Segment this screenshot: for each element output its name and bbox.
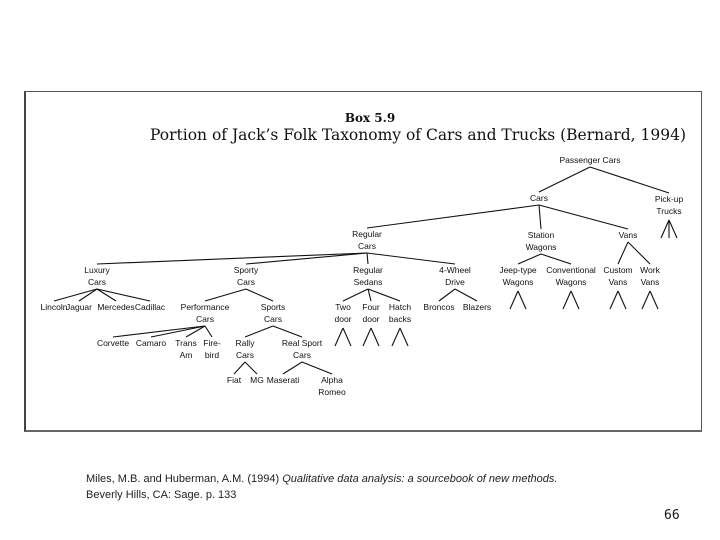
node-cadillac	[135, 302, 166, 312]
edge-luxury-lincoln	[54, 289, 97, 301]
node-label-line: Cars	[264, 314, 282, 324]
node-label-line: Cars	[237, 277, 255, 287]
node-label-line: Blazers	[462, 302, 492, 312]
fork-icon	[400, 328, 408, 346]
node-label-line: Romeo	[318, 387, 346, 397]
edge-station-jeep	[518, 254, 541, 264]
figure-box	[24, 91, 702, 432]
edge-rally-mg	[245, 362, 257, 374]
node-label-line: Wagons	[525, 242, 557, 252]
fork-icon	[618, 291, 626, 309]
node-label-line: Mercedes	[97, 302, 135, 312]
fork-icon	[610, 291, 618, 309]
edge-regular-luxury	[97, 253, 367, 264]
node-label-line: Jaguar	[66, 302, 92, 312]
edge-rally-fiat	[234, 362, 245, 374]
node-label-line: Am	[179, 350, 193, 360]
node-label-line: Cadillac	[134, 302, 166, 312]
node-label-line: Vans	[618, 230, 638, 240]
node-jeep	[499, 265, 537, 287]
edge-realsport-maserati	[283, 362, 302, 374]
node-label-line: Pick-up	[654, 194, 684, 204]
edge-cars-station	[539, 205, 541, 229]
node-label-line: Real Sport	[281, 338, 323, 348]
fork-icon	[343, 328, 351, 346]
node-label-line: 4-Wheel	[439, 265, 471, 275]
node-custom	[603, 265, 632, 287]
node-pickup	[655, 194, 684, 216]
node-label-line: Rally	[235, 338, 255, 348]
edge-luxury-cadillac	[97, 289, 150, 301]
edge-sedans-four	[368, 289, 371, 301]
node-label-line: Sports	[260, 302, 286, 312]
node-label-line: Cars	[88, 277, 106, 287]
node-maserati	[267, 375, 300, 385]
node-station	[526, 230, 557, 252]
node-label-line: Work	[640, 265, 660, 275]
node-perf	[181, 302, 230, 324]
node-label-line: Cars	[358, 241, 376, 251]
node-sedans	[353, 265, 383, 287]
node-mg	[250, 375, 264, 385]
fork-icon	[392, 328, 400, 346]
edge-sports-rally	[245, 326, 273, 337]
node-label-line: Performance	[180, 302, 230, 312]
node-label-line: Passenger Cars	[559, 155, 621, 165]
node-label-line: Sporty	[233, 265, 259, 275]
edge-sporty-perf	[205, 289, 246, 301]
node-label-line: Vans	[640, 277, 660, 287]
node-label-line: Broncos	[423, 302, 455, 312]
edge-sedans-two	[343, 289, 368, 301]
node-label-line: Two	[335, 302, 351, 312]
box-label: Box 5.9	[344, 111, 396, 125]
edge-sporty-sports	[246, 289, 273, 301]
fork-icon	[563, 291, 571, 309]
edge-luxury-jaguar	[79, 289, 97, 301]
node-label-line: Sedans	[353, 277, 383, 287]
node-label-line: Lincoln	[40, 302, 68, 312]
node-label-line: Cars	[293, 350, 311, 360]
node-luxury	[84, 265, 110, 287]
node-label-line: Cars	[196, 314, 214, 324]
node-blazers	[463, 302, 491, 312]
edge-sedans-hatch	[368, 289, 400, 301]
node-regular	[352, 229, 382, 251]
node-label-line: Hatch	[388, 302, 412, 312]
taxonomy-tree	[26, 92, 701, 430]
node-sports	[261, 302, 286, 324]
node-four	[362, 302, 380, 324]
fork-icon	[669, 220, 677, 238]
node-label-line: Cars	[236, 350, 254, 360]
node-realsport	[282, 338, 323, 360]
node-jaguar	[66, 302, 92, 312]
node-fiat	[227, 375, 242, 385]
node-label-line: Fire-	[203, 338, 221, 348]
node-two	[334, 302, 351, 324]
edge-sports-realsport	[273, 326, 302, 337]
node-alpha	[318, 375, 346, 397]
edge-realsport-alpha	[302, 362, 332, 374]
node-label-line: Corvette	[96, 338, 130, 348]
fork-icon	[335, 328, 343, 346]
node-lincoln	[41, 302, 68, 312]
node-label-line: Regular	[353, 265, 383, 275]
node-label-line: door	[362, 314, 380, 324]
node-conv	[546, 265, 596, 287]
fork-icon	[571, 291, 579, 309]
node-mercedes	[97, 302, 134, 312]
node-label-line: Custom	[603, 265, 633, 275]
node-label-line: Trans	[175, 338, 197, 348]
node-label-line: Camaro	[135, 338, 167, 348]
node-label-line: Station	[527, 230, 555, 240]
fork-icon	[642, 291, 650, 309]
node-rally	[236, 338, 256, 360]
node-sporty	[234, 265, 259, 287]
node-vans	[619, 230, 638, 240]
node-firebird	[203, 338, 221, 360]
edge-cars-vans	[539, 205, 628, 229]
node-label-line: backs	[388, 314, 412, 324]
node-cars	[530, 193, 548, 203]
citation	[86, 471, 557, 503]
node-transam	[175, 338, 196, 360]
node-label-line: Jeep-type	[499, 265, 537, 275]
node-label-line: bird	[204, 350, 220, 360]
edge-cars-regular	[367, 205, 539, 228]
edge-4wd-broncos	[439, 289, 455, 301]
citation-publisher: Beverly Hills, CA: Sage. p. 133	[86, 489, 237, 501]
node-4wd	[439, 265, 471, 287]
node-label-line: Four	[362, 302, 380, 312]
node-label-line: Regular	[352, 229, 382, 239]
node-hatch	[389, 302, 411, 324]
node-passenger	[560, 155, 621, 165]
node-label-line: Conventional	[546, 265, 596, 275]
node-label-line: MG	[250, 375, 264, 385]
box-title: Portion of Jack’s Folk Taxonomy of Cars and Trucks (Bernard, 1994)	[150, 126, 687, 144]
fork-icon	[650, 291, 658, 309]
edge-vans-custom	[618, 242, 628, 264]
edge-passenger-cars	[539, 167, 590, 192]
edge-regular-sedans	[367, 253, 368, 264]
node-broncos	[423, 302, 454, 312]
edge-4wd-blazers	[455, 289, 477, 301]
node-corvette	[97, 338, 129, 348]
fork-icon	[518, 291, 526, 309]
fork-icon	[363, 328, 371, 346]
citation-book: Qualitative data analysis: a sourcebook of new methods.	[282, 473, 558, 485]
node-label-line: Maserati	[266, 375, 300, 385]
edge-vans-work	[628, 242, 650, 264]
fork-icon	[510, 291, 518, 309]
node-label-line: Vans	[608, 277, 628, 287]
node-label-line: Drive	[445, 277, 465, 287]
edge-regular-4wd	[367, 253, 455, 264]
fork-icon	[661, 220, 669, 238]
edge-passenger-pickup	[590, 167, 669, 193]
node-camaro	[136, 338, 167, 348]
node-label-line: Trucks	[656, 206, 682, 216]
edge-station-conv	[541, 254, 571, 264]
node-label-line: Wagons	[502, 277, 534, 287]
node-work	[640, 265, 660, 287]
node-label-line: Luxury	[84, 265, 110, 275]
page-number: 66	[664, 508, 680, 523]
edge-perf-firebird	[205, 326, 212, 337]
node-label-line: Fiat	[226, 375, 242, 385]
node-label-line: door	[334, 314, 352, 324]
node-label-line: Cars	[530, 193, 548, 203]
fork-icon	[371, 328, 379, 346]
node-label-line: Wagons	[555, 277, 587, 287]
node-label-line: Alpha	[321, 375, 343, 385]
edge-regular-sporty	[246, 253, 367, 264]
citation-authors: Miles, M.B. and Huberman, A.M. (1994)	[86, 473, 283, 485]
